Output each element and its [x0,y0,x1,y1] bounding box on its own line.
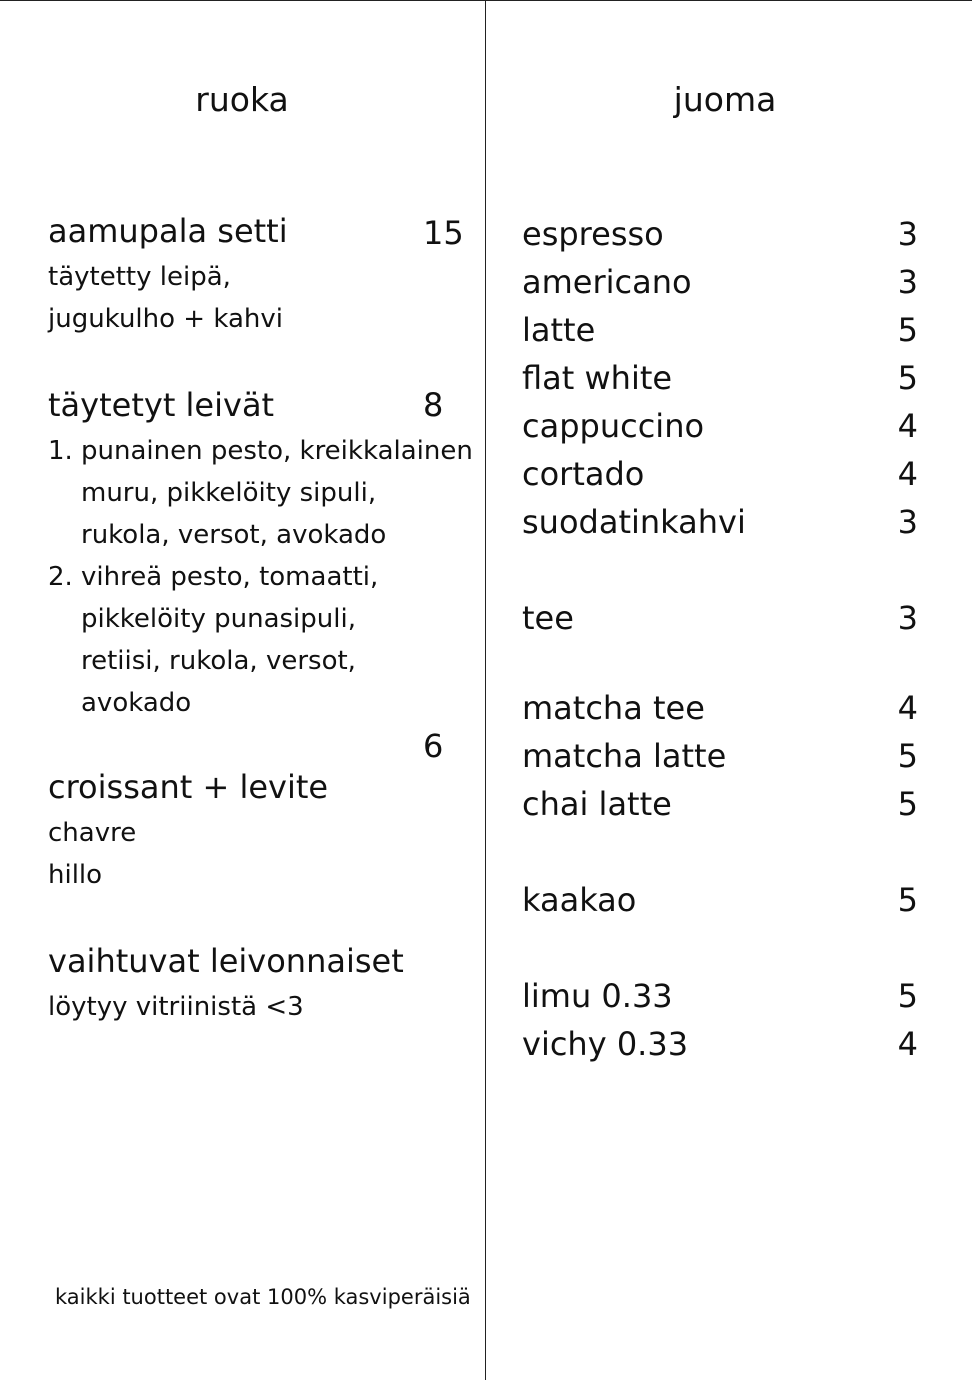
drink-row [522,972,918,1020]
drink-row [522,354,918,402]
drink-row [522,450,918,498]
drink-row [522,684,918,732]
drink-name: limu 0.33 [522,977,673,1015]
drink-row [522,780,918,828]
drink-price: 4 [897,407,918,445]
breakfast-desc-line: jugukulho + kahvi [48,304,283,334]
drink-row [522,402,918,450]
drink-price: 3 [897,263,918,301]
drink-name: flat white [522,359,673,397]
sandwich-option-line: rukola, versot, avokado [81,520,387,550]
drinks-list [522,210,918,1068]
drink-row [522,1020,918,1068]
sandwiches-price: 8 [423,386,444,424]
drink-row [522,210,918,258]
drink-price: 5 [897,881,918,919]
drink-name: latte [522,311,596,349]
pastries-name: vaihtuvat leivonnaiset [48,942,404,980]
spacer [522,642,918,684]
spacer [522,828,918,876]
breakfast-desc-line: täytetty leipä, [48,262,231,292]
drink-name: chai latte [522,785,672,823]
sandwich-option-line: vihreä pesto, tomaatti, [81,562,379,592]
breakfast-set-name: aamupala setti [48,212,288,250]
food-column-title: ruoka [195,80,289,119]
spacer [522,924,918,972]
drink-price: 5 [897,785,918,823]
drink-price: 3 [897,503,918,541]
sandwich-option-line: muru, pikkelöity sipuli, [81,478,377,508]
drink-name: kaakao [522,881,637,919]
drink-name: cappuccino [522,407,705,445]
drink-name: matcha tee [522,689,705,727]
croissant-desc-line: hillo [48,860,103,890]
drink-name: cortado [522,455,645,493]
drink-row [522,306,918,354]
top-border [0,0,972,1]
sandwich-option-line: avokado [81,688,192,718]
croissant-desc-line: chavre [48,818,137,848]
sandwich-option-number: 1. [48,436,73,466]
column-divider [485,0,486,1380]
drink-price: 5 [897,311,918,349]
drink-price: 3 [897,215,918,253]
drink-price: 4 [897,1025,918,1063]
sandwich-option-line: pikkelöity punasipuli, [81,604,356,634]
drink-price: 4 [897,455,918,493]
sandwich-option-number: 2. [48,562,73,592]
drink-row [522,876,918,924]
pastries-desc: löytyy vitriinistä <3 [48,992,304,1022]
footer-note: kaikki tuotteet ovat 100% kasviperäisiä [55,1285,471,1309]
drink-row [522,594,918,642]
drink-price: 5 [897,359,918,397]
drink-name: tee [522,599,574,637]
spacer [522,546,918,594]
croissant-name: croissant + levite [48,768,329,806]
drink-name: espresso [522,215,664,253]
sandwiches-name: täytetyt leivät [48,386,275,424]
drink-name: vichy 0.33 [522,1025,689,1063]
drink-row [522,732,918,780]
breakfast-set-price: 15 [423,214,464,252]
drink-name: suodatinkahvi [522,503,746,541]
croissant-price: 6 [423,727,444,765]
sandwich-option-line: retiisi, rukola, versot, [81,646,356,676]
drink-row [522,258,918,306]
drink-name: matcha latte [522,737,727,775]
drink-row [522,498,918,546]
drink-price: 4 [897,689,918,727]
drink-price: 5 [897,977,918,1015]
drink-name: americano [522,263,692,301]
drink-price: 3 [897,599,918,637]
sandwich-option-line: punainen pesto, kreikkalainen [81,436,473,466]
drink-price: 5 [897,737,918,775]
drink-column-title: juoma [673,80,777,119]
